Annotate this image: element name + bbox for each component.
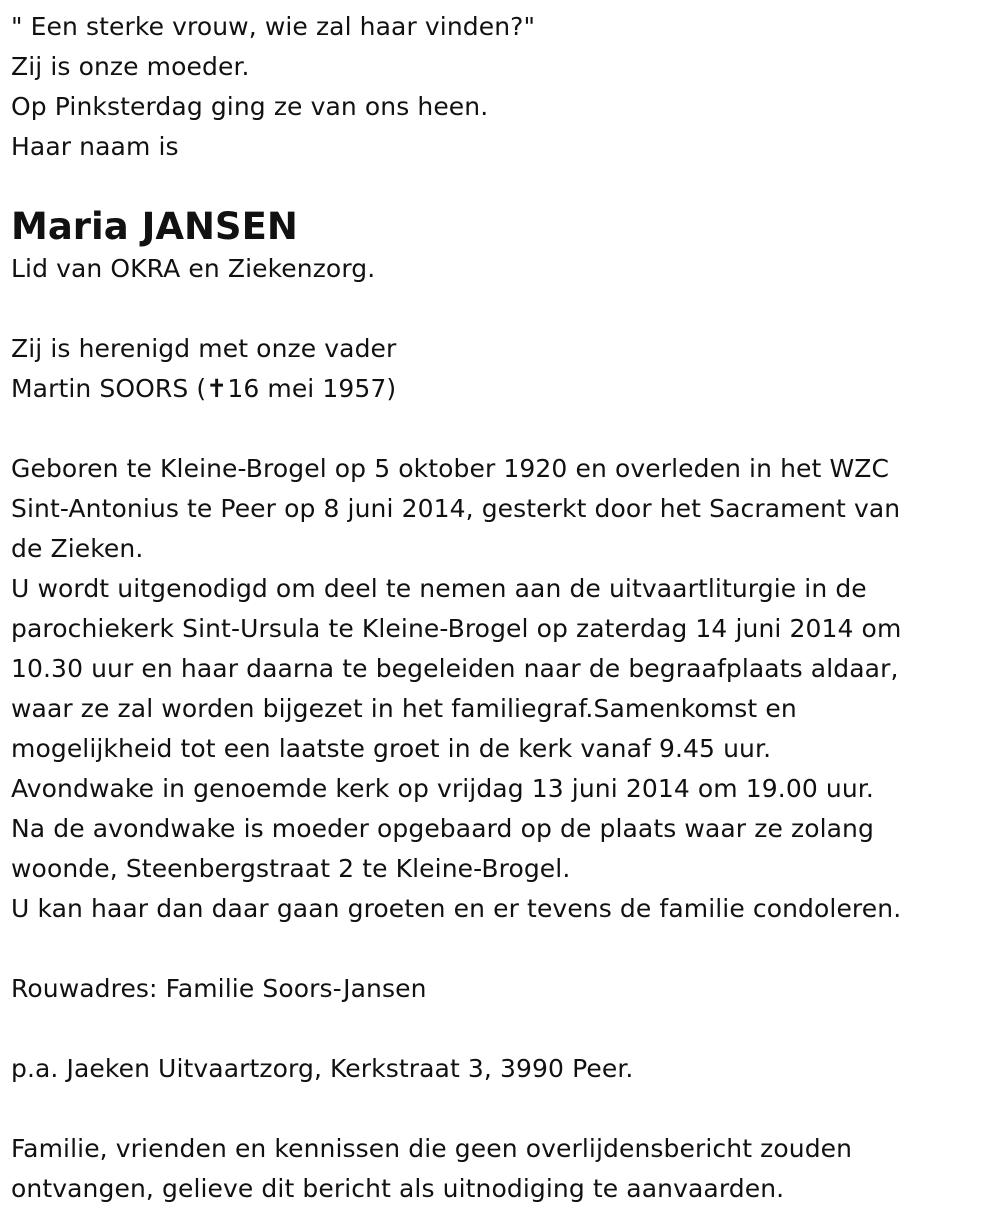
- details-line: 10.30 uur en haar daarna te begeleiden naar de begraafplaats aldaar,: [11, 654, 899, 683]
- care-of-address: p.a. Jaeken Uitvaartzorg, Kerkstraat 3, 3990 Peer.: [11, 1054, 634, 1083]
- membership-line: Lid van OKRA en Ziekenzorg.: [11, 254, 376, 283]
- spacer: [11, 1089, 975, 1129]
- details-line: de Zieken.: [11, 534, 144, 563]
- details-line: woonde, Steenbergstraat 2 te Kleine-Brogel.: [11, 854, 571, 883]
- details-line: Geboren te Kleine-Brogel op 5 oktober 1920 en overleden in het WZC: [11, 454, 890, 483]
- reunited-line: Martin SOORS (✝16 mei 1957): [11, 374, 397, 403]
- details-line: parochiekerk Sint-Ursula te Kleine-Brogel op zaterdag 14 juni 2014 om: [11, 614, 902, 643]
- details-line: Sint-Antonius te Peer op 8 juni 2014, gesterkt door het Sacrament van: [11, 494, 901, 523]
- details-line: U kan haar dan daar gaan groeten en er tevens de familie condoleren.: [11, 894, 902, 923]
- details-line: waar ze zal worden bijgezet in het familiegraf.Samenkomst en: [11, 694, 797, 723]
- details-line: U wordt uitgenodigd om deel te nemen aan de uitvaartliturgie in de: [11, 574, 867, 603]
- deceased-name: Maria JANSEN: [11, 205, 298, 248]
- intro-line: Zij is onze moeder.: [11, 52, 250, 81]
- mourning-address: Rouwadres: Familie Soors-Jansen: [11, 974, 427, 1003]
- spacer: [11, 409, 975, 449]
- closing-line: ontvangen, gelieve dit bericht als uitnodiging te aanvaarden.: [11, 1174, 785, 1203]
- details-line: mogelijkheid tot een laatste groet in de kerk vanaf 9.45 uur.: [11, 734, 772, 763]
- closing-line: Familie, vrienden en kennissen die geen overlijdensbericht zouden: [11, 1134, 853, 1163]
- intro-line: Op Pinksterdag ging ze van ons heen.: [11, 92, 489, 121]
- details-line: Avondwake in genoemde kerk op vrijdag 13 juni 2014 om 19.00 uur.: [11, 774, 874, 803]
- intro-quote-line: " Een sterke vrouw, wie zal haar vinden?": [11, 12, 536, 41]
- spacer: [11, 289, 975, 329]
- spacer: [11, 1009, 975, 1049]
- intro-line: Haar naam is: [11, 132, 179, 161]
- details-line: Na de avondwake is moeder opgebaard op de plaats waar ze zolang: [11, 814, 874, 843]
- reunited-line: Zij is herenigd met onze vader: [11, 334, 397, 363]
- spacer: [11, 929, 975, 969]
